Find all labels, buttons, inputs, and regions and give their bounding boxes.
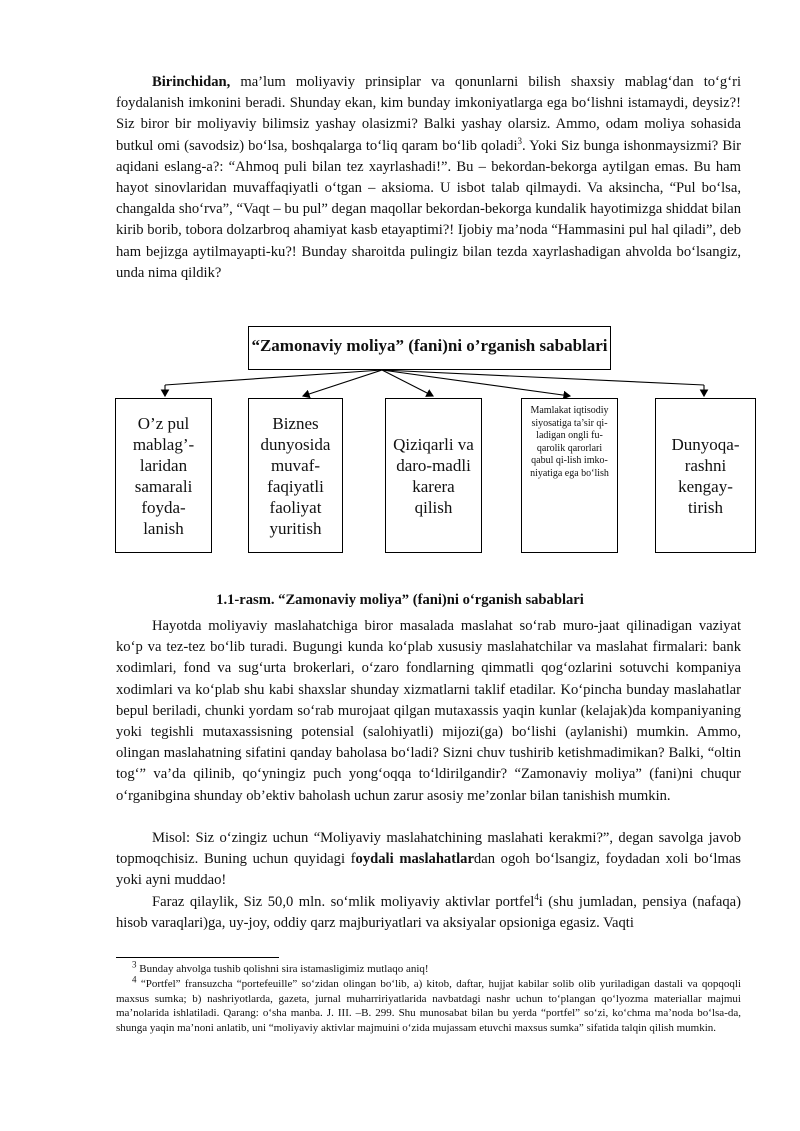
diagram-title-box — [248, 326, 611, 370]
reason-box-3 — [385, 398, 482, 553]
footnote-ref-3: 3 — [517, 135, 522, 146]
paragraph-3 — [116, 828, 741, 892]
footnote-number: 4 — [132, 974, 137, 985]
footnote-number: 3 — [132, 959, 137, 970]
paragraph-2-text: Hayotda moliyaviy maslahatchiga biror masalada maslahat so‘rab muro-jaat qilinadigan vaziyat ko‘p va tez-tez bo‘lib turadi. Bugungi kunda ko‘plab xususiy maslahatchilar va maslahat firmalari: bank xodimlari, fond va sug‘urta brokerlari, o‘zaro fondlarning qimmatli qog‘ozlarini sotuvchi kompaniya xodimlari va ko‘plab shu kabi shaxslar shunday xizmatlarni taklif etadilar. Ko‘pincha bunday maslahatlar bepul beriladi, chunki yordam so‘rab murojaat qilgan mutaxassis yaqin kunlar (kelajak)da kompaniyaning yoki tegishli mutaxassisning potensial (salohiyatli) mijozi(ga) bo‘lishi (aylanishi) mumkin. Ammo, olingan maslahatning sifatini qanday baholasa bo‘ladi? Sizni chuv tushirib ketishmadimikan? Balki, “oltin tog‘” va’da qilinib, qo‘yningiz puch yong‘oqqa to‘ldirilgandir? “Zamonaviy moliya” (fani)ni chuqur o‘rganibgina shunday ob’ektiv baholash uchun zarur asosiy me’zonlar bilan tanishish mumkin. — [116, 618, 741, 804]
paragraph-3-bold: oydali maslahatlar — [355, 851, 474, 868]
footnote-3 — [116, 959, 741, 977]
paragraph-4-text-cont: i (shu jumladan, pensiya (nafaqa) hisob varaqlari)ga, uy-joy, oddiy qarz majburiyatlari va aksiyalar opsioniga egasiz. Vaqti — [116, 894, 742, 932]
footnote-text: Bunday ahvolga tushib qolishni sira istamasligimiz mutlaqo aniq! — [139, 963, 429, 975]
reason-box-4 — [521, 398, 618, 553]
paragraph-1 — [116, 72, 741, 284]
paragraph-1-text: ma’lum moliyaviy prinsiplar va qonunlarni bilish shaxsiy mablag‘dan to‘g‘ri foydalanish imkonini beradi. Shunday ekan, kim bunday imkoniyatlarga ega bo‘lishni istamaydi, deysiz?! Siz biror bir moliyaviy bilimsiz yashay olasizmi? Balki yashay olarsiz. Ammo, odam moliya sohasida butkul omi (savodsiz) bo‘lsa, boshqalarga to‘liq qaram bo‘lib qoladi — [116, 74, 741, 154]
reason-text-1: O’z pul mablag’-laridan samarali foyda-lanish — [132, 413, 195, 538]
paragraph-4-text: Faraz qilaylik, Siz 50,0 mln. so‘mlik moliyaviy aktivlar portfel — [152, 894, 535, 910]
paragraph-2 — [116, 616, 741, 807]
connector-line — [382, 370, 704, 385]
reason-text-5: Dunyoqa-rashni kengay-tirish — [671, 434, 740, 517]
reason-text-2: Biznes dunyosida muvaf-faqiyatli faoliyat yuritish — [260, 413, 331, 538]
reason-text-4: Mamlakat iqtisodiy siyosatiga ta’sir qi-ladigan ongli fu-qarolik qarorlari qabul qi-lish imko-niyatiga ega bo‘lish — [530, 405, 609, 479]
paragraph-3-text: Misol: Siz o‘zingiz uchun “Moliyaviy maslahatchining maslahati kerakmi?”, degan savolga javob topmoqchisiz. Buning uchun quyidagi f — [116, 830, 741, 868]
paragraph-4 — [116, 892, 741, 934]
reason-box-5 — [655, 398, 756, 553]
figure-caption: 1.1-rasm. “Zamonaviy moliya” (fani)ni o‘rganish sabablari — [216, 592, 584, 608]
connector-arrow — [303, 370, 382, 396]
diagram-title: “Zamonaviy moliya” (fani)ni o’rganish sabablari — [251, 336, 608, 355]
reason-text-3: Qiziqarli va daro-madli karera qilish — [393, 434, 474, 517]
footnote-ref-4: 4 — [534, 892, 539, 903]
reason-box-2 — [248, 398, 343, 553]
paragraph-1-text-cont: . Yoki Siz bunga ishonmaysizmi? Bir aqidani eslang-a?: “Ahmoq puli bilan tez xayrlashadi!”. Bu – bekordan-bekorga aytilgan emas. Bu ham hayot sinovlaridan muvaffaqiyatli o‘tgan – aksioma. U isbot talab qilmaydi. Va aksincha, “Pul bo‘lsa, changalda sho‘rva”, “Vaqt – bu pul” degan maqollar bekordan-bekorga kundalik hayotimizga shiddat bilan kirib borib, tobora dolzarbroq ahamiyat kasb etayaptimi?! Ijobiy ma’noda “Hammasini pul hal qiladi”, deb ham bejizga aytilmayapti-ku?! Bunday sharoitda pulingiz bilan tezda xayrlashadigan ahvolda bo‘lsangiz, unda nima qildik? — [116, 137, 741, 281]
connector-line — [165, 370, 382, 385]
paragraph-1-lead: Birinchidan, — [152, 74, 231, 90]
footnote-separator — [116, 957, 279, 958]
paragraph-3-text-cont: dan ogoh bo‘lsangiz, foydadan xoli bo‘lmas yoki ayni muddao! — [116, 851, 741, 889]
reasons-diagram — [110, 322, 760, 557]
footnote-4 — [116, 974, 742, 1035]
footnote-text: “Portfel” fransuzcha “portefeuille” so‘zidan olingan bo‘lib, a) kitob, daftar, hujjat kabilar solib olib yuriladigan dastali va qopqoqli maxsus sumka; b) nashriyotlarda, gazeta, jurnal muharririyatlarida navbatdagi nashr uchun to‘plangan qo‘lyozma materiallar majmui ma’nolarida ishlatiladi. Qarang: o‘sha manba. J. III. –B. 299. Shu munosabat bilan bu yerda “portfel” so‘zi, ko‘chma ma’noda bo‘lsa-da, shunga yaqin ma’noni anlatib, uni “moliyaviy aktivlar majmuini o‘zida mujassam etuvchi maxsus sumka” sifatida talqin qilish mumkin. — [116, 978, 742, 1034]
reason-box-1 — [115, 398, 212, 553]
